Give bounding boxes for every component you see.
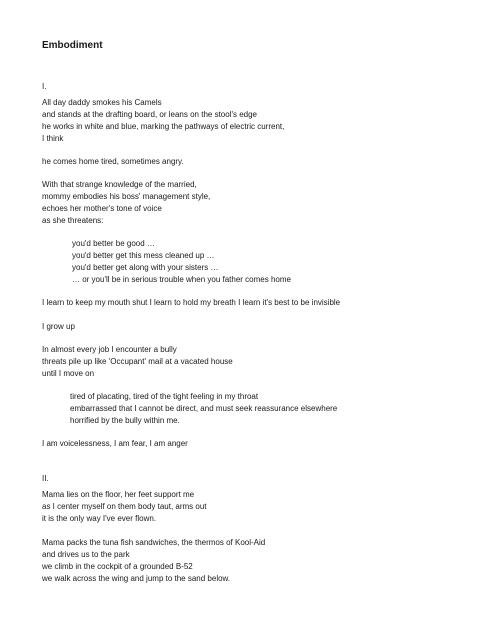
poem-line: until I move on [42, 369, 95, 378]
poem-line: it is the only way I've ever flown. [42, 514, 157, 523]
poem-line: I think [42, 134, 64, 143]
poem-line-indented: horrified by the bully within me. [70, 416, 180, 425]
poem-title: Embodiment [42, 40, 103, 51]
poem-line: I am voicelessness, I am fear, I am anger [42, 439, 188, 448]
poem-line: and drives us to the park [42, 550, 130, 559]
poem-line: With that strange knowledge of the married, [42, 180, 197, 189]
poem-line: threats pile up like 'Occupant' mail at a vacated house [42, 357, 233, 366]
poem-line-indented: … or you'll be in serious trouble when you father comes home [72, 275, 291, 284]
poem-line: Mama packs the tuna fish sandwiches, the thermos of Kool-Aid [42, 538, 266, 547]
poem-line: mommy embodies his boss' management style, [42, 192, 211, 201]
poem-line-indented: you'd better get this mess cleaned up … [72, 251, 215, 260]
poem-line: he works in white and blue, marking the pathways of electric current, [42, 122, 285, 131]
section-numeral: II. [42, 474, 49, 483]
section-numeral: I. [42, 82, 47, 91]
poem-line: I learn to keep my mouth shut I learn to hold my breath I learn it's best to be invisible [42, 298, 341, 307]
poem-line: and stands at the drafting board, or leans on the stool's edge [42, 110, 258, 119]
poem-line: Mama lies on the floor, her feet support me [42, 490, 195, 499]
poem-line: echoes her mother's tone of voice [42, 204, 162, 213]
poem-line: as she threatens: [42, 216, 104, 225]
poem-line-indented: you'd better get along with your sisters … [72, 263, 219, 272]
poem-line: as I center myself on them body taut, arms out [42, 502, 207, 511]
poem-line: All day daddy smokes his Camels [42, 98, 162, 107]
poem-line: he comes home tired, sometimes angry. [42, 157, 184, 166]
poem-line: In almost every job I encounter a bully [42, 345, 177, 354]
poem-line: we climb in the cockpit of a grounded B-52 [42, 562, 193, 571]
poem-line-indented: tired of placating, tired of the tight feeling in my throat [70, 392, 259, 401]
poem-line: I grow up [42, 322, 75, 331]
poem-line-indented: embarrassed that I cannot be direct, and must seek reassurance elsewhere [70, 404, 338, 413]
poem-line: we walk across the wing and jump to the sand below. [42, 574, 231, 583]
poem-line-indented: you'd better be good … [72, 239, 155, 248]
